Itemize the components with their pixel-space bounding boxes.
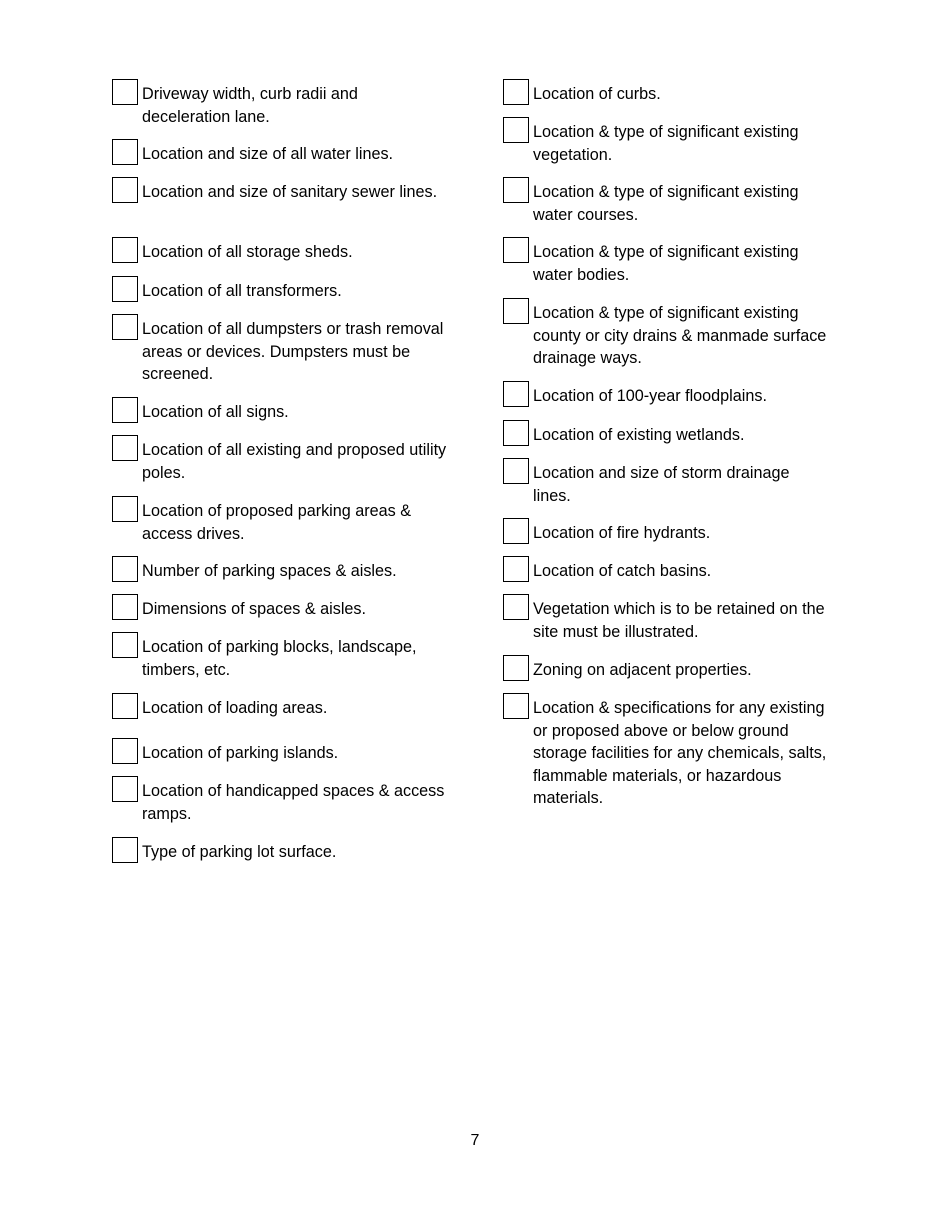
checklist-item[interactable] — [112, 594, 447, 621]
checklist-item-label: Driveway width, curb radii and deceleration lane. — [142, 85, 358, 126]
checklist-item[interactable] — [112, 276, 447, 303]
checklist-item[interactable] — [503, 237, 828, 286]
checklist-item[interactable] — [112, 496, 447, 545]
checklist-item-label: Location & type of significant existing water courses. — [533, 183, 799, 224]
checklist-item[interactable] — [503, 381, 828, 408]
checklist-item-label: Location & type of significant existing vegetation. — [533, 123, 799, 164]
checkbox[interactable] — [503, 237, 529, 263]
checkbox[interactable] — [112, 139, 138, 165]
checklist-item[interactable] — [112, 693, 447, 720]
checkbox[interactable] — [112, 496, 138, 522]
checklist-item[interactable] — [112, 79, 447, 128]
checkbox[interactable] — [112, 594, 138, 620]
checkbox[interactable] — [503, 79, 529, 105]
checklist-item[interactable] — [112, 314, 447, 386]
checklist-item[interactable] — [112, 776, 447, 825]
checklist-item[interactable] — [503, 556, 828, 583]
checklist-item[interactable] — [503, 298, 828, 370]
checklist-item[interactable] — [112, 397, 447, 424]
checklist-item-label: Location & specifications for any existing or proposed above or below ground storage facilities for any chemicals, salts, flammable materials, or hazardous materials. — [533, 699, 827, 807]
checkbox[interactable] — [503, 420, 529, 446]
checklist-item-label: Location of all existing and proposed utility poles. — [142, 441, 447, 482]
checklist-item-label: Location of all transformers. — [142, 282, 342, 300]
checklist-item[interactable] — [503, 518, 828, 545]
checklist-item-label: Location and size of all water lines. — [142, 145, 394, 163]
page-number: 7 — [470, 1132, 480, 1149]
checklist-item-label: Location of catch basins. — [533, 562, 712, 580]
checklist-item-label: Number of parking spaces & aisles. — [142, 562, 397, 580]
checklist-item-label: Location of curbs. — [533, 85, 661, 103]
checklist-item-label: Location of handicapped spaces & access ramps. — [142, 782, 445, 823]
checklist-item-label: Location of proposed parking areas & access drives. — [142, 502, 412, 543]
checklist-item-label: Dimensions of spaces & aisles. — [142, 600, 367, 618]
checkbox[interactable] — [503, 518, 529, 544]
checkbox[interactable] — [503, 177, 529, 203]
checklist-item-label: Location and size of storm drainage lines. — [533, 464, 790, 505]
checklist-item[interactable] — [112, 237, 447, 264]
checklist-item-label: Location of all storage sheds. — [142, 243, 353, 261]
checklist-item[interactable] — [112, 837, 447, 864]
checklist-item-label: Location of all signs. — [142, 403, 289, 421]
checklist-item[interactable] — [503, 693, 828, 810]
checkbox[interactable] — [503, 458, 529, 484]
checklist-item-label: Location of parking blocks, landscape, timbers, etc. — [142, 638, 417, 679]
checkbox[interactable] — [112, 738, 138, 764]
checklist-item-label: Location of loading areas. — [142, 699, 328, 717]
checklist-item[interactable] — [503, 177, 828, 226]
checkbox[interactable] — [503, 117, 529, 143]
checkbox[interactable] — [112, 237, 138, 263]
checklist-item-label: Location of fire hydrants. — [533, 524, 711, 542]
checkbox[interactable] — [503, 693, 529, 719]
checklist-item[interactable] — [112, 435, 447, 484]
checklist-item-label: Location & type of significant existing water bodies. — [533, 243, 799, 284]
checklist-item[interactable] — [112, 177, 447, 204]
checklist-item[interactable] — [112, 738, 447, 765]
checkbox[interactable] — [112, 556, 138, 582]
checklist-item[interactable] — [503, 420, 828, 447]
checkbox[interactable] — [503, 655, 529, 681]
checkbox[interactable] — [112, 693, 138, 719]
checklist-item[interactable] — [503, 117, 828, 166]
checkbox[interactable] — [503, 594, 529, 620]
checkbox[interactable] — [112, 435, 138, 461]
checklist-item[interactable] — [112, 139, 447, 166]
checkbox[interactable] — [503, 381, 529, 407]
checklist-item[interactable] — [503, 79, 828, 106]
checklist-item-label: Location of parking islands. — [142, 744, 339, 762]
checklist-item[interactable] — [503, 594, 828, 643]
checklist-item-label: Location of existing wetlands. — [533, 426, 745, 444]
checkbox[interactable] — [112, 397, 138, 423]
checklist-item[interactable] — [503, 458, 828, 507]
checkbox[interactable] — [112, 79, 138, 105]
checkbox[interactable] — [112, 276, 138, 302]
checklist-item-label: Location of all dumpsters or trash removal areas or devices. Dumpsters must be screened. — [142, 320, 444, 383]
checklist-item[interactable] — [112, 632, 447, 681]
checkbox[interactable] — [503, 298, 529, 324]
checklist-item[interactable] — [503, 655, 828, 682]
checklist-item-label: Location and size of sanitary sewer lines. — [142, 183, 438, 201]
checkbox[interactable] — [112, 177, 138, 203]
checklist-item-label: Location & type of significant existing county or city drains & manmade surface drainage ways. — [533, 304, 827, 367]
checklist-item-label: Vegetation which is to be retained on the site must be illustrated. — [533, 600, 825, 641]
checkbox[interactable] — [112, 837, 138, 863]
checklist-item-label: Zoning on adjacent properties. — [533, 661, 752, 679]
checklist-item[interactable] — [112, 556, 447, 583]
checkbox[interactable] — [112, 776, 138, 802]
checkbox[interactable] — [503, 556, 529, 582]
checkbox[interactable] — [112, 632, 138, 658]
checklist-item-label: Type of parking lot surface. — [142, 843, 337, 861]
checklist-item-label: Location of 100-year floodplains. — [533, 387, 767, 405]
checkbox[interactable] — [112, 314, 138, 340]
